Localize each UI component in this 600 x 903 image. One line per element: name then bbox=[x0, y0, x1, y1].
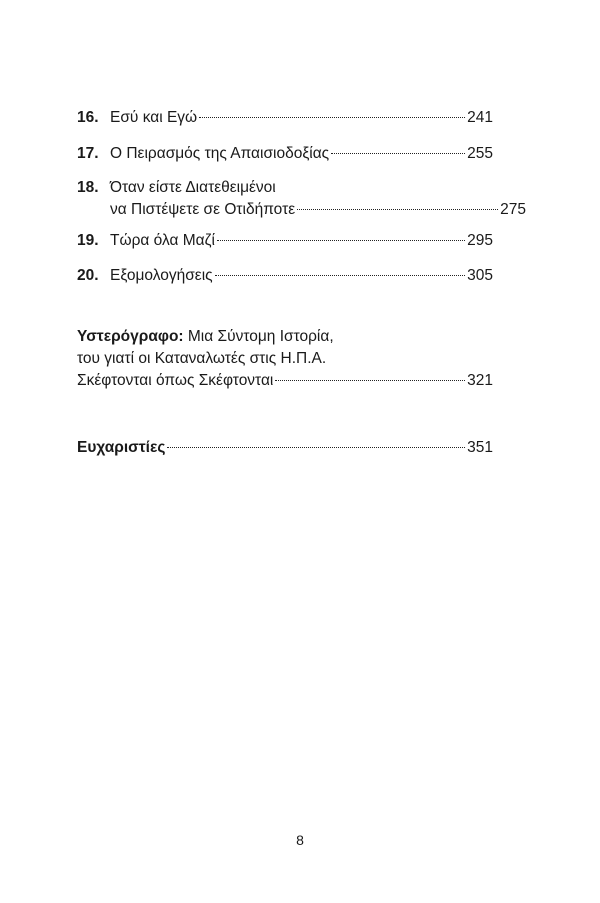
dot-leader bbox=[215, 275, 465, 276]
chapter-title: Εσύ και Εγώ bbox=[110, 109, 198, 126]
chapter-title: Τώρα όλα Μαζί bbox=[110, 232, 215, 249]
postscript-label: Υστερόγραφο: bbox=[77, 328, 184, 345]
postscript-title-line-2: του γιατί οι Καταναλωτές στις Η.Π.Α. bbox=[77, 350, 327, 367]
page-number: 8 bbox=[296, 832, 304, 848]
page-number-ref: 255 bbox=[467, 145, 493, 162]
postscript-title-line-3: Σκέφτονται όπως Σκέφτονται bbox=[77, 372, 274, 389]
chapter-title: Εξομολογήσεις bbox=[110, 267, 213, 284]
chapter-number: 16. bbox=[77, 109, 99, 126]
toc-entry-19[interactable] bbox=[77, 230, 493, 252]
toc-entry-20[interactable] bbox=[77, 265, 493, 287]
chapter-title-line-1: Όταν είστε Διατεθειμένοι bbox=[110, 179, 276, 196]
toc-entry-acknowledgements[interactable] bbox=[77, 437, 493, 459]
page-number-ref: 305 bbox=[467, 267, 493, 284]
page-number-ref: 295 bbox=[467, 232, 493, 249]
toc-entry-postscript[interactable] bbox=[77, 326, 493, 392]
dot-leader bbox=[217, 240, 465, 241]
chapter-title: Ο Πειρασμός της Απαισιοδοξίας bbox=[110, 145, 330, 162]
toc-entry-18[interactable] bbox=[77, 177, 526, 221]
chapter-title-line-2: να Πιστέψετε σε Οτιδήποτε bbox=[110, 201, 296, 218]
dot-leader bbox=[297, 209, 498, 210]
chapter-number: 17. bbox=[77, 145, 99, 162]
dot-leader bbox=[167, 447, 465, 448]
chapter-number: 20. bbox=[77, 267, 99, 284]
acknowledgements-title: Ευχαριστίες bbox=[77, 439, 166, 456]
page-number-ref: 351 bbox=[467, 439, 493, 456]
toc-entry-17[interactable] bbox=[77, 143, 493, 165]
page-number-ref: 275 bbox=[500, 201, 526, 218]
page-number-ref: 241 bbox=[467, 109, 493, 126]
chapter-number: 19. bbox=[77, 232, 99, 249]
dot-leader bbox=[331, 153, 465, 154]
toc-entry-16[interactable] bbox=[77, 107, 493, 129]
dot-leader bbox=[275, 380, 465, 381]
chapter-number: 18. bbox=[77, 179, 99, 196]
dot-leader bbox=[199, 117, 465, 118]
page-number-ref: 321 bbox=[467, 372, 493, 389]
postscript-title-line-1: Μια Σύντομη Ιστορία, bbox=[183, 328, 334, 345]
